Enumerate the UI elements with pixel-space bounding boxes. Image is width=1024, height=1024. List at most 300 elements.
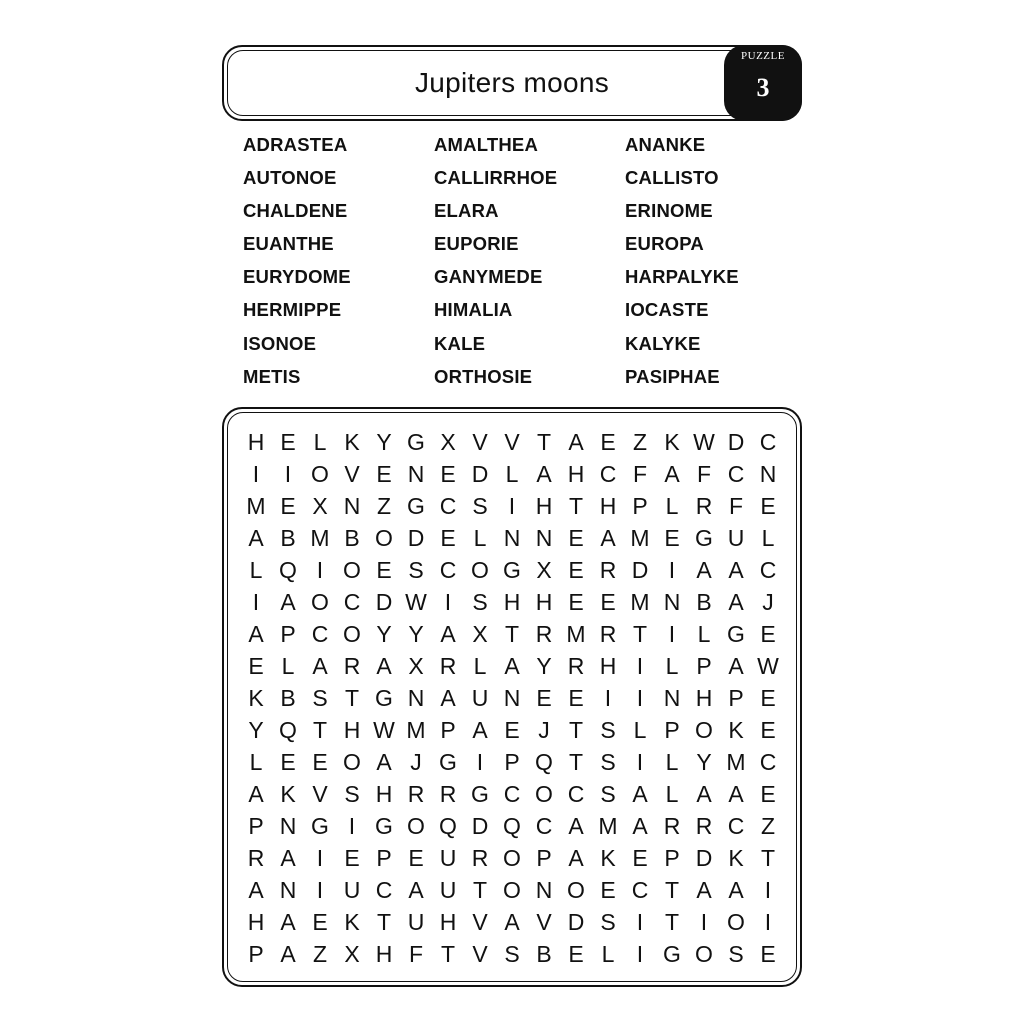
grid-cell[interactable]: A xyxy=(280,844,296,871)
grid-cell[interactable]: U xyxy=(407,908,425,935)
grid-cell[interactable]: E xyxy=(568,524,584,551)
grid-cell[interactable]: E xyxy=(600,428,616,455)
grid-cell[interactable]: O xyxy=(375,524,393,551)
grid-cell[interactable]: K xyxy=(728,716,744,743)
grid-cell[interactable]: A xyxy=(248,780,264,807)
grid-cell[interactable]: I xyxy=(508,492,516,519)
grid-cell[interactable]: R xyxy=(471,844,489,871)
grid-cell[interactable]: L xyxy=(473,524,487,551)
grid-cell[interactable]: I xyxy=(604,684,612,711)
grid-cell[interactable]: A xyxy=(248,524,264,551)
grid-cell[interactable]: I xyxy=(636,748,644,775)
grid-cell[interactable]: H xyxy=(503,588,521,615)
grid-cell[interactable]: M xyxy=(630,588,650,615)
grid-cell[interactable]: A xyxy=(568,428,584,455)
grid-cell[interactable]: G xyxy=(439,748,457,775)
grid-cell[interactable]: C xyxy=(535,812,553,839)
grid-cell[interactable]: M xyxy=(598,812,618,839)
grid-cell[interactable]: A xyxy=(632,780,648,807)
grid-cell[interactable]: O xyxy=(343,620,361,647)
grid-cell[interactable]: O xyxy=(727,908,745,935)
grid-cell[interactable]: B xyxy=(696,588,712,615)
grid-cell[interactable]: C xyxy=(599,460,617,487)
grid-cell[interactable]: A xyxy=(280,588,296,615)
grid-cell[interactable]: E xyxy=(344,844,360,871)
grid-cell[interactable]: J xyxy=(410,748,422,775)
grid-cell[interactable]: S xyxy=(600,716,616,743)
grid-cell[interactable]: E xyxy=(376,556,392,583)
grid-cell[interactable]: N xyxy=(343,492,361,519)
grid-cell[interactable]: A xyxy=(312,652,328,679)
grid-cell[interactable]: T xyxy=(376,908,392,935)
grid-cell[interactable]: S xyxy=(728,940,744,967)
grid-cell[interactable]: M xyxy=(630,524,650,551)
grid-cell[interactable]: O xyxy=(503,844,521,871)
grid-cell[interactable]: I xyxy=(476,748,484,775)
grid-cell[interactable]: O xyxy=(343,556,361,583)
grid-cell[interactable]: N xyxy=(663,684,681,711)
grid-cell[interactable]: I xyxy=(636,652,644,679)
grid-cell[interactable]: N xyxy=(407,460,425,487)
grid-cell[interactable]: K xyxy=(600,844,616,871)
grid-cell[interactable]: E xyxy=(760,492,776,519)
grid-cell[interactable]: E xyxy=(760,780,776,807)
grid-cell[interactable]: O xyxy=(311,588,329,615)
grid-cell[interactable]: O xyxy=(503,876,521,903)
grid-cell[interactable]: H xyxy=(247,908,265,935)
grid-cell[interactable]: N xyxy=(279,812,297,839)
grid-cell[interactable]: T xyxy=(664,876,680,903)
grid-cell[interactable]: W xyxy=(757,652,779,679)
grid-cell[interactable]: F xyxy=(408,940,424,967)
grid-cell[interactable]: I xyxy=(284,460,292,487)
word-list-item: ISONOE xyxy=(243,332,317,354)
grid-cell[interactable]: L xyxy=(473,652,487,679)
grid-cell[interactable]: C xyxy=(311,620,329,647)
grid-cell[interactable]: N xyxy=(663,588,681,615)
grid-cell[interactable]: A xyxy=(728,652,744,679)
grid-cell[interactable]: O xyxy=(695,716,713,743)
grid-cell[interactable]: L xyxy=(505,460,519,487)
grid-cell[interactable]: C xyxy=(375,876,393,903)
grid-cell[interactable]: L xyxy=(601,940,615,967)
grid-cell[interactable]: O xyxy=(535,780,553,807)
grid-cell[interactable]: A xyxy=(632,812,648,839)
grid-cell[interactable]: A xyxy=(440,684,456,711)
grid-cell[interactable]: A xyxy=(280,940,296,967)
grid-cell[interactable]: M xyxy=(566,620,586,647)
grid-cell[interactable]: G xyxy=(407,428,425,455)
grid-cell[interactable]: C xyxy=(567,780,585,807)
grid-cell[interactable]: S xyxy=(504,940,520,967)
grid-cell[interactable]: Y xyxy=(376,620,392,647)
grid-cell[interactable]: T xyxy=(568,492,584,519)
grid-cell[interactable]: E xyxy=(408,844,424,871)
grid-cell[interactable]: I xyxy=(764,908,772,935)
grid-cell[interactable]: A xyxy=(664,460,680,487)
grid-cell[interactable]: A xyxy=(248,620,264,647)
grid-cell[interactable]: Y xyxy=(408,620,424,647)
grid-cell[interactable]: L xyxy=(281,652,295,679)
grid-cell[interactable]: B xyxy=(280,524,296,551)
grid-cell[interactable]: R xyxy=(599,620,617,647)
grid-cell[interactable]: A xyxy=(536,460,552,487)
grid-cell[interactable]: E xyxy=(280,492,296,519)
grid-cell[interactable]: I xyxy=(668,556,676,583)
grid-cell[interactable]: E xyxy=(248,652,264,679)
grid-cell[interactable]: E xyxy=(568,940,584,967)
grid-cell[interactable]: L xyxy=(761,524,775,551)
grid-cell[interactable]: E xyxy=(760,940,776,967)
grid-cell[interactable]: A xyxy=(280,908,296,935)
grid-cell[interactable]: E xyxy=(568,684,584,711)
word-list-item: CHALDENE xyxy=(243,200,348,222)
grid-cell[interactable]: P xyxy=(248,812,264,839)
grid-cell[interactable]: Z xyxy=(312,940,328,967)
grid-cell[interactable]: Y xyxy=(536,652,552,679)
grid-cell[interactable]: N xyxy=(503,524,521,551)
grid-cell[interactable]: A xyxy=(504,908,520,935)
grid-cell[interactable]: H xyxy=(247,428,265,455)
grid-cell[interactable]: A xyxy=(408,876,424,903)
grid-cell[interactable]: I xyxy=(700,908,708,935)
grid-cell[interactable]: A xyxy=(728,556,744,583)
grid-cell[interactable]: E xyxy=(440,524,456,551)
grid-cell[interactable]: I xyxy=(252,588,260,615)
grid-cell[interactable]: D xyxy=(471,812,489,839)
grid-cell[interactable]: R xyxy=(695,812,713,839)
grid-cell[interactable]: P xyxy=(728,684,744,711)
grid-cell[interactable]: I xyxy=(252,460,260,487)
grid-cell[interactable]: U xyxy=(439,876,457,903)
grid-cell[interactable]: I xyxy=(316,556,324,583)
grid-cell[interactable]: T xyxy=(440,940,456,967)
grid-cell[interactable]: B xyxy=(536,940,552,967)
grid-cell[interactable]: T xyxy=(632,620,648,647)
grid-cell[interactable]: A xyxy=(248,876,264,903)
grid-cell[interactable]: D xyxy=(407,524,425,551)
grid-cell[interactable]: L xyxy=(249,556,263,583)
grid-cell[interactable]: E xyxy=(536,684,552,711)
grid-cell[interactable]: T xyxy=(568,716,584,743)
grid-cell[interactable]: H xyxy=(375,940,393,967)
grid-cell[interactable]: H xyxy=(695,684,713,711)
grid-cell[interactable]: H xyxy=(599,652,617,679)
grid-cell[interactable]: V xyxy=(344,460,360,487)
grid-cell[interactable]: K xyxy=(344,908,360,935)
grid-cell[interactable]: M xyxy=(310,524,330,551)
grid-cell[interactable]: X xyxy=(344,940,360,967)
grid-cell[interactable]: G xyxy=(727,620,745,647)
word-list-item: ORTHOSIE xyxy=(434,365,533,387)
grid-cell[interactable]: U xyxy=(471,684,489,711)
grid-cell[interactable]: C xyxy=(439,492,457,519)
grid-cell[interactable]: A xyxy=(696,876,712,903)
grid-cell[interactable]: D xyxy=(375,588,393,615)
grid-cell[interactable]: K xyxy=(248,684,264,711)
grid-cell[interactable]: P xyxy=(664,716,680,743)
grid-cell[interactable]: S xyxy=(472,588,488,615)
grid-cell[interactable]: C xyxy=(439,556,457,583)
grid-cell[interactable]: M xyxy=(246,492,266,519)
grid-cell[interactable]: G xyxy=(503,556,521,583)
grid-cell[interactable]: E xyxy=(312,748,328,775)
grid-cell[interactable]: P xyxy=(632,492,648,519)
grid-cell[interactable]: C xyxy=(503,780,521,807)
grid-cell[interactable]: C xyxy=(759,748,777,775)
grid-cell[interactable]: E xyxy=(632,844,648,871)
grid-cell[interactable]: X xyxy=(536,556,552,583)
grid-cell[interactable]: H xyxy=(567,460,585,487)
grid-cell[interactable]: M xyxy=(406,716,426,743)
grid-cell[interactable]: I xyxy=(636,684,644,711)
word-list-item: IOCASTE xyxy=(625,299,709,321)
grid-cell[interactable]: W xyxy=(693,428,715,455)
grid-cell[interactable]: N xyxy=(279,876,297,903)
grid-cell[interactable]: A xyxy=(696,556,712,583)
grid-cell[interactable]: W xyxy=(373,716,395,743)
grid-cell[interactable]: O xyxy=(343,748,361,775)
grid-cell[interactable]: Q xyxy=(535,748,553,775)
grid-cell[interactable]: K xyxy=(664,428,680,455)
grid-cell[interactable]: E xyxy=(600,876,616,903)
grid-cell[interactable]: Q xyxy=(503,812,521,839)
grid-cell[interactable]: T xyxy=(504,620,520,647)
grid-cell[interactable]: E xyxy=(760,716,776,743)
grid-cell[interactable]: Q xyxy=(279,716,297,743)
grid-cell[interactable]: N xyxy=(503,684,521,711)
grid-cell[interactable]: S xyxy=(472,492,488,519)
grid-cell[interactable]: C xyxy=(759,428,777,455)
grid-cell[interactable]: Q xyxy=(439,812,457,839)
grid-cell[interactable]: Y xyxy=(696,748,712,775)
grid-cell[interactable]: T xyxy=(312,716,328,743)
grid-cell[interactable]: I xyxy=(636,908,644,935)
word-list-item: ANANKE xyxy=(625,134,706,155)
grid-cell[interactable]: L xyxy=(665,492,679,519)
grid-cell[interactable]: O xyxy=(567,876,585,903)
grid-cell[interactable]: V xyxy=(504,428,520,455)
grid-cell[interactable]: C xyxy=(727,460,745,487)
grid-cell[interactable]: T xyxy=(472,876,488,903)
grid-cell[interactable]: C xyxy=(631,876,649,903)
grid-cell[interactable]: D xyxy=(727,428,745,455)
grid-cell[interactable]: D xyxy=(471,460,489,487)
grid-cell[interactable]: R xyxy=(343,652,361,679)
grid-cell[interactable]: P xyxy=(664,844,680,871)
grid-cell[interactable]: S xyxy=(600,780,616,807)
grid-cell[interactable]: A xyxy=(568,812,584,839)
grid-cell[interactable]: L xyxy=(313,428,327,455)
grid-cell[interactable]: L xyxy=(249,748,263,775)
grid-cell[interactable]: I xyxy=(316,876,324,903)
grid-cell[interactable]: A xyxy=(568,844,584,871)
puzzle-number-badge xyxy=(724,45,802,121)
grid-cell[interactable]: T xyxy=(344,684,360,711)
grid-cell[interactable]: X xyxy=(408,652,424,679)
grid-cell[interactable]: S xyxy=(600,908,616,935)
grid-cell[interactable]: A xyxy=(600,524,616,551)
grid-cell[interactable]: A xyxy=(472,716,488,743)
grid-cell[interactable]: A xyxy=(376,652,392,679)
grid-cell[interactable]: T xyxy=(760,844,776,871)
puzzle-header xyxy=(222,45,802,121)
grid-cell[interactable]: O xyxy=(407,812,425,839)
grid-cell[interactable]: T xyxy=(664,908,680,935)
grid-cell[interactable]: S xyxy=(312,684,328,711)
grid-cell[interactable]: G xyxy=(663,940,681,967)
grid-cell[interactable]: L xyxy=(665,748,679,775)
grid-cell[interactable]: O xyxy=(471,556,489,583)
grid-cell[interactable]: A xyxy=(440,620,456,647)
grid-cell[interactable]: H xyxy=(439,908,457,935)
grid-cell[interactable]: Z xyxy=(760,812,776,839)
grid-cell[interactable]: A xyxy=(696,780,712,807)
grid-cell[interactable]: C xyxy=(727,812,745,839)
grid-cell[interactable]: E xyxy=(664,524,680,551)
grid-cell[interactable]: X xyxy=(472,620,488,647)
grid-cell[interactable]: I xyxy=(636,940,644,967)
grid-cell[interactable]: P xyxy=(536,844,552,871)
grid-cell[interactable]: L xyxy=(665,652,679,679)
grid-cell[interactable]: E xyxy=(280,748,296,775)
grid-cell[interactable]: F xyxy=(632,460,648,487)
grid-cell[interactable]: K xyxy=(728,844,744,871)
grid-cell[interactable]: L xyxy=(697,620,711,647)
grid-cell[interactable]: G xyxy=(375,684,393,711)
grid-cell[interactable]: N xyxy=(759,460,777,487)
grid-cell[interactable]: E xyxy=(760,684,776,711)
grid-cell[interactable]: V xyxy=(472,908,488,935)
grid-cell[interactable]: X xyxy=(312,492,328,519)
grid-cell[interactable]: I xyxy=(316,844,324,871)
word-list-item: CALLIRRHOE xyxy=(434,167,558,189)
grid-cell[interactable]: D xyxy=(567,908,585,935)
grid-cell[interactable]: U xyxy=(439,844,457,871)
grid-cell[interactable]: K xyxy=(344,428,360,455)
grid-cell[interactable]: R xyxy=(567,652,585,679)
grid-cell[interactable]: W xyxy=(405,588,427,615)
grid-cell[interactable]: Y xyxy=(248,716,264,743)
grid-cell[interactable]: H xyxy=(375,780,393,807)
grid-cell[interactable]: D xyxy=(695,844,713,871)
grid-cell[interactable]: R xyxy=(247,844,265,871)
grid-cell[interactable]: P xyxy=(504,748,520,775)
grid-cell[interactable]: Z xyxy=(376,492,392,519)
grid-cell[interactable]: E xyxy=(568,588,584,615)
grid-cell[interactable]: R xyxy=(663,812,681,839)
grid-cell[interactable]: A xyxy=(504,652,520,679)
grid-cell[interactable]: V xyxy=(536,908,552,935)
grid-cell[interactable]: B xyxy=(280,684,296,711)
grid-cell[interactable]: E xyxy=(600,588,616,615)
grid-cell[interactable]: G xyxy=(311,812,329,839)
grid-cell[interactable]: R xyxy=(599,556,617,583)
grid-cell[interactable]: C xyxy=(343,588,361,615)
grid-cell[interactable]: A xyxy=(728,876,744,903)
grid-cell[interactable]: P xyxy=(440,716,456,743)
grid-cell[interactable]: A xyxy=(728,780,744,807)
grid-cell[interactable]: E xyxy=(280,428,296,455)
grid-cell[interactable]: V xyxy=(312,780,328,807)
grid-cell[interactable]: N xyxy=(407,684,425,711)
grid-cell[interactable]: R xyxy=(407,780,425,807)
grid-cell[interactable]: N xyxy=(535,524,553,551)
grid-cell[interactable]: E xyxy=(504,716,520,743)
grid-cell[interactable]: U xyxy=(343,876,361,903)
grid-cell[interactable]: P xyxy=(248,940,264,967)
grid-cell[interactable]: Q xyxy=(279,556,297,583)
grid-cell[interactable]: A xyxy=(376,748,392,775)
grid-cell[interactable]: R xyxy=(439,780,457,807)
grid-cell[interactable]: V xyxy=(472,940,488,967)
grid-cell[interactable]: O xyxy=(695,940,713,967)
word-list-item: EUPORIE xyxy=(434,233,519,255)
grid-cell[interactable]: R xyxy=(695,492,713,519)
grid-cell[interactable]: Z xyxy=(632,428,648,455)
puzzle-title: Jupiters moons xyxy=(414,67,610,98)
grid-cell[interactable]: V xyxy=(472,428,488,455)
grid-cell[interactable]: N xyxy=(535,876,553,903)
grid-cell[interactable]: P xyxy=(696,652,712,679)
grid-cell[interactable]: O xyxy=(311,460,329,487)
grid-cell[interactable]: K xyxy=(280,780,296,807)
grid-cell[interactable]: I xyxy=(444,588,452,615)
grid-cell[interactable]: I xyxy=(668,620,676,647)
grid-cell[interactable]: T xyxy=(568,748,584,775)
grid-cell[interactable]: G xyxy=(407,492,425,519)
grid-cell[interactable]: F xyxy=(728,492,744,519)
word-list-item: METIS xyxy=(243,365,301,387)
grid-cell[interactable]: H xyxy=(343,716,361,743)
grid-cell[interactable]: R xyxy=(535,620,553,647)
grid-cell[interactable]: F xyxy=(696,460,712,487)
grid-cell[interactable]: J xyxy=(538,716,550,743)
grid-cell[interactable]: G xyxy=(375,812,393,839)
grid-cell[interactable]: L xyxy=(633,716,647,743)
grid-cell[interactable]: U xyxy=(727,524,745,551)
grid-cell[interactable]: B xyxy=(344,524,360,551)
grid-cell[interactable]: H xyxy=(599,492,617,519)
grid-cell[interactable]: L xyxy=(665,780,679,807)
grid-cell[interactable]: A xyxy=(728,588,744,615)
grid-cell[interactable]: Y xyxy=(376,428,392,455)
grid-cell[interactable]: I xyxy=(348,812,356,839)
grid-cell[interactable]: E xyxy=(440,460,456,487)
grid-cell[interactable]: H xyxy=(535,588,553,615)
grid-cell[interactable]: I xyxy=(764,876,772,903)
grid-cell[interactable]: S xyxy=(408,556,424,583)
grid-cell[interactable]: T xyxy=(536,428,552,455)
grid-cell[interactable]: X xyxy=(440,428,456,455)
grid-cell[interactable]: P xyxy=(280,620,296,647)
grid-cell[interactable]: E xyxy=(376,460,392,487)
grid-cell[interactable]: P xyxy=(376,844,392,871)
grid-cell[interactable]: E xyxy=(312,908,328,935)
grid-cell[interactable]: G xyxy=(695,524,713,551)
grid-cell[interactable]: M xyxy=(726,748,746,775)
grid-cell[interactable]: D xyxy=(631,556,649,583)
grid-cell[interactable]: S xyxy=(600,748,616,775)
grid-cell[interactable]: E xyxy=(760,620,776,647)
grid-cell[interactable]: E xyxy=(568,556,584,583)
grid-cell[interactable]: S xyxy=(344,780,360,807)
grid-cell[interactable]: R xyxy=(439,652,457,679)
grid-cell[interactable]: J xyxy=(762,588,774,615)
grid-cell[interactable]: G xyxy=(471,780,489,807)
grid-cell[interactable]: H xyxy=(535,492,553,519)
grid-cell[interactable]: C xyxy=(759,556,777,583)
